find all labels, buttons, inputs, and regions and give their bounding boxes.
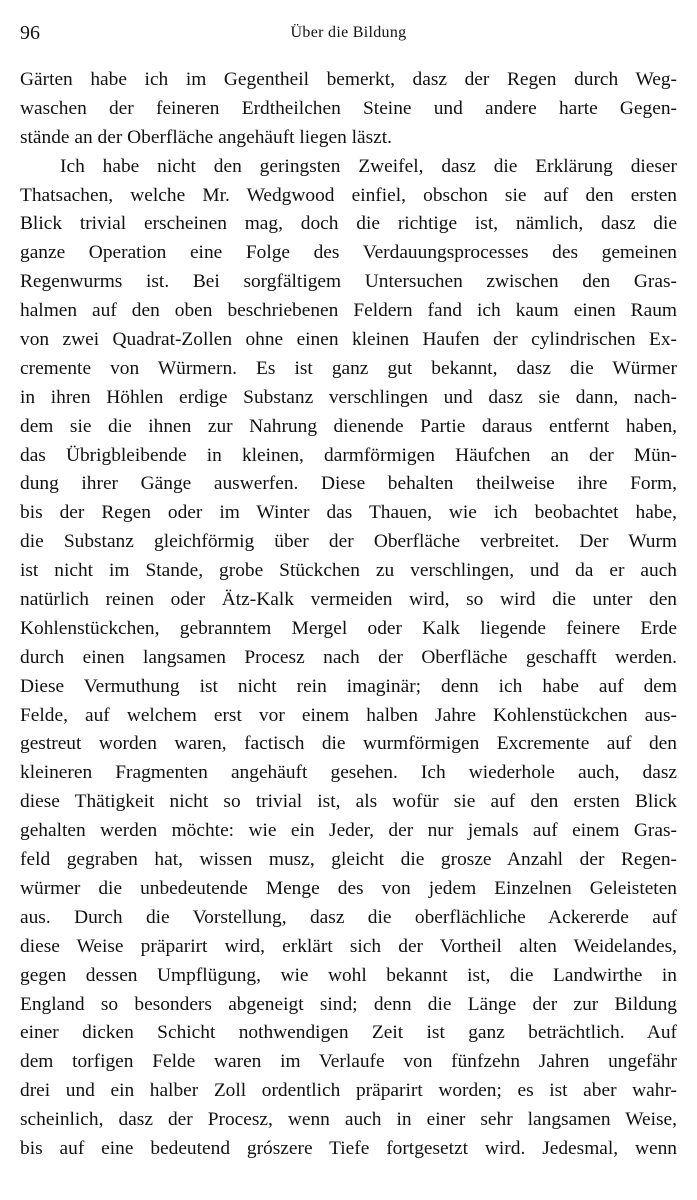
text-line: Blick trivial erscheinen mag, doch die richtige ist, nämlich, dasz die — [20, 213, 677, 235]
body-text — [20, 66, 677, 1164]
text-line: cremente von Würmern. Es ist ganz gut bekannt, dasz die Würmer — [20, 357, 677, 379]
text-line: gehalten werden möchte: wie ein Jeder, der nur jemals auf einem Gras- — [20, 820, 677, 842]
text-line: Diese Vermuthung ist nicht rein imaginär; denn ich habe auf dem — [20, 675, 677, 697]
paragraph-first-line: Ich habe nicht den geringsten Zweifel, dasz die Erklärung dieser — [60, 155, 677, 177]
text-line: kleineren Fragmenten angehäuft gesehen. Ich wiederhole auch, dasz — [20, 762, 677, 784]
text-line: die Substanz gleichförmig über der Oberfläche verbreitet. Der Wurm — [20, 531, 677, 553]
text-line: dung ihrer Gänge auswerfen. Diese behalten theilweise ihre Form, — [20, 473, 677, 495]
text-line: diese Thätigkeit nicht so trivial ist, als wofür sie auf den ersten Blick — [20, 791, 677, 813]
text-line: ganze Operation eine Folge des Verdauungsprocesses des gemeinen — [20, 242, 677, 264]
text-line: diese Weise präparirt wird, erklärt sich der Vortheil alten Weidelandes, — [20, 935, 677, 957]
text-line: England so besonders abgeneigt sind; denn die Länge der zur Bildung — [20, 993, 677, 1015]
text-line: feld gegraben hat, wissen musz, gleicht die grosze Anzahl der Regen- — [20, 849, 677, 871]
text-line: Thatsachen, welche Mr. Wedgwood einfiel, obschon sie auf den ersten — [20, 184, 677, 206]
text-line: bis der Regen oder im Winter das Thauen, wie ich beobachtet habe, — [20, 502, 677, 524]
text-line: dem sie die ihnen zur Nahrung dienende Partie daraus entfernt haben, — [20, 415, 677, 437]
text-line: waschen der feineren Erdtheilchen Steine und andere harte Gegen- — [20, 97, 677, 119]
text-line: von zwei Quadrat-Zollen ohne einen kleinen Haufen der cylindrischen Ex- — [20, 329, 677, 351]
text-line: scheinlich, dasz der Procesz, wenn auch in einer sehr langsamen Weise, — [20, 1109, 677, 1131]
text-line: gestreut worden waren, factisch die wurmförmigen Excremente auf den — [20, 733, 677, 755]
text-line: durch einen langsamen Procesz nach der Oberfläche geschafft werden. — [20, 646, 677, 668]
text-line: Gärten habe ich im Gegentheil bemerkt, dasz der Regen durch Weg- — [20, 69, 677, 90]
text-line: halmen auf den oben beschriebenen Feldern fand ich kaum einen Raum — [20, 300, 677, 322]
text-line: Kohlenstückchen, gebranntem Mergel oder Kalk liegende feinere Erde — [20, 617, 677, 639]
text-line: stände an der Oberfläche angehäuft liegen läszt. — [20, 126, 393, 148]
text-line: natürlich reinen oder Ätz-Kalk vermeiden wird, so wird die unter den — [20, 589, 677, 611]
text-line: Felde, auf welchem erst vor einem halben Jahre Kohlenstückchen aus- — [20, 704, 677, 726]
running-title: Über die Bildung — [290, 24, 407, 41]
text-line: ist nicht im Stande, grobe Stückchen zu verschlingen, und da er auch — [20, 560, 677, 582]
text-line: aus. Durch die Vorstellung, dasz die oberflächliche Ackererde auf — [20, 906, 677, 928]
text-line: drei und ein halber Zoll ordentlich präparirt worden; es ist aber wahr- — [20, 1080, 677, 1102]
book-page — [20, 22, 677, 1164]
running-header — [20, 22, 677, 52]
text-line: würmer die unbedeutende Menge des von jedem Einzelnen Geleisteten — [20, 877, 677, 899]
text-line: in ihren Höhlen erdige Substanz verschlingen und dasz sie dann, nach- — [20, 386, 677, 408]
text-line: einer dicken Schicht nothwendigen Zeit ist ganz beträchtlich. Auf — [20, 1022, 677, 1044]
text-line: bis auf eine bedeutend grószere Tiefe fortgesetzt wird. Jedesmal, wenn — [20, 1137, 677, 1159]
text-line: dem torfigen Felde waren im Verlaufe von fünfzehn Jahren ungefähr — [20, 1051, 677, 1073]
text-line: gegen dessen Umpflügung, wie wohl bekannt ist, die Landwirthe in — [20, 964, 677, 986]
text-line: das Übrigbleibende in kleinen, darmförmigen Häufchen an der Mün- — [20, 444, 677, 466]
page-number: 96 — [20, 22, 40, 44]
text-line: Regenwurms ist. Bei sorgfältigem Untersuchen zwischen den Gras- — [20, 271, 677, 293]
